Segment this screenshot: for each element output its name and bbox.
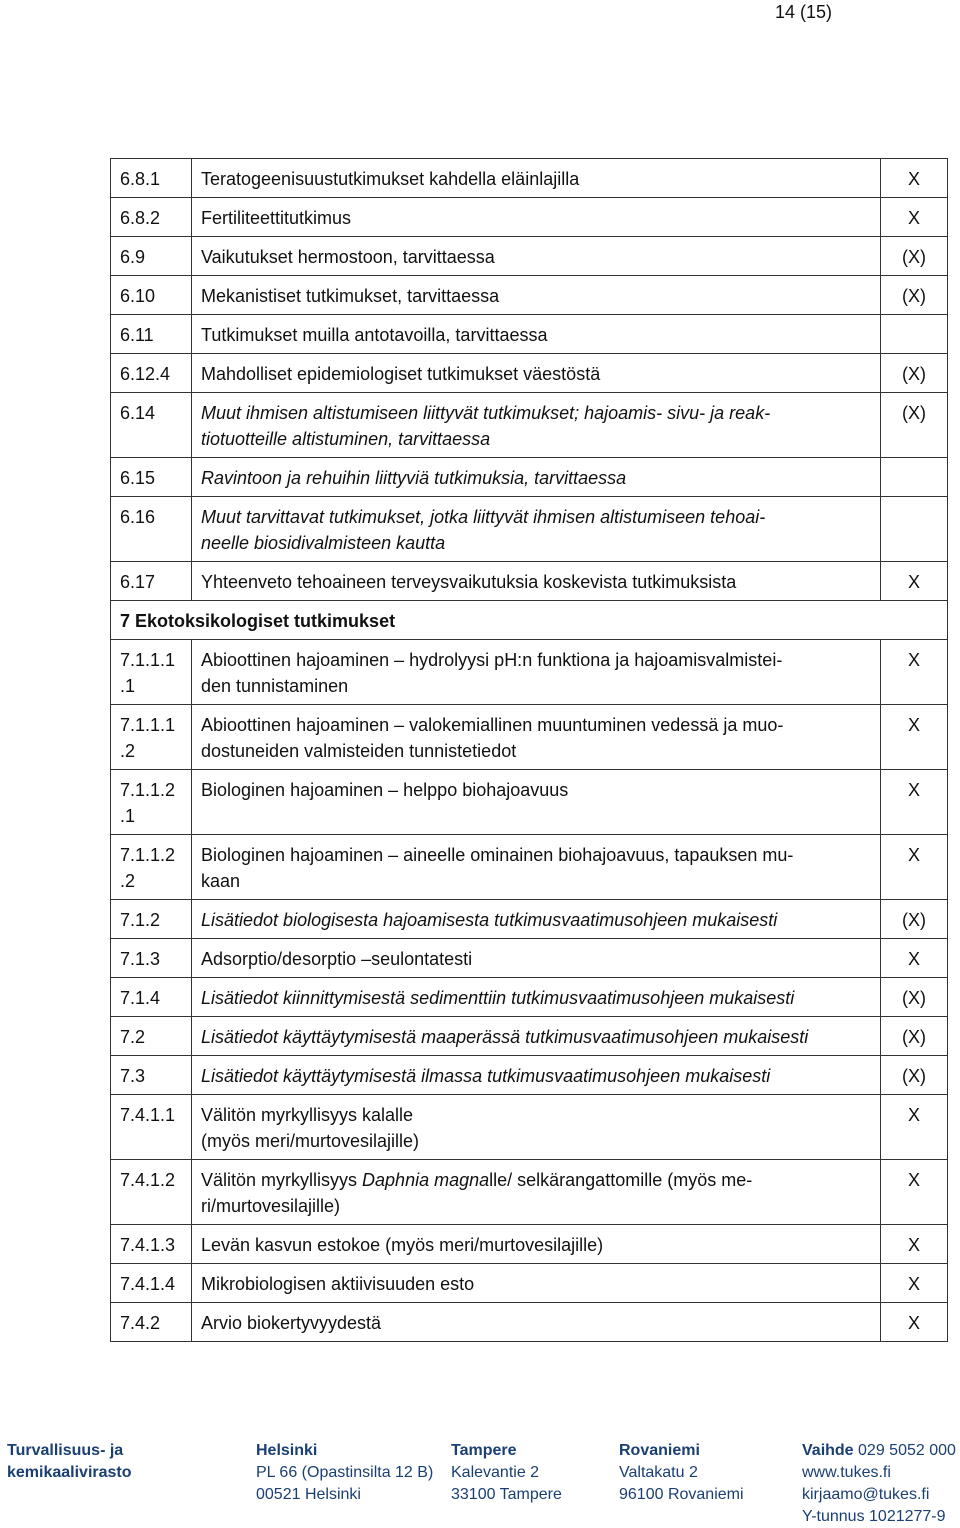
row-mark: (X) [881,1056,948,1095]
footer-contact: Vaihde 029 5052 000 www.tukes.fi kirjaamo@tukes.fi Y-tunnus 1021277-9 [802,1442,956,1525]
row-description: Lisätiedot kiinnittymisestä sedimenttiin tutkimusvaatimusohjeen mukaisesti [192,978,881,1017]
row-description: Välitön myrkyllisyys kalalle (myös meri/murtovesilajille) [192,1095,881,1160]
table-row [111,770,948,835]
row-description: Teratogeenisuustutkimukset kahdella eläinlajilla [192,159,881,198]
row-description: Abioottinen hajoaminen – hydrolyysi pH:n funktiona ja hajoamisvalmistei- den tunnistaminen [192,640,881,705]
row-description: Lisätiedot biologisesta hajoamisesta tutkimusvaatimusohjeen mukaisesti [192,900,881,939]
section-title: 7 Ekotoksikologiset tutkimukset [111,601,948,640]
table-row [111,835,948,900]
table-row [111,458,948,497]
row-mark: X [881,1264,948,1303]
table-row [111,198,948,237]
table-row [111,978,948,1017]
table-row [111,640,948,705]
row-code: 6.11 [111,315,192,354]
row-code: 7.4.1.1 [111,1095,192,1160]
row-mark: X [881,835,948,900]
row-code: 7.1.3 [111,939,192,978]
row-code: 7.4.1.3 [111,1225,192,1264]
row-mark [881,458,948,497]
row-description: Abioottinen hajoaminen – valokemiallinen muuntuminen vedessä ja muo- dostuneiden valmisteiden tunnistetiedot [192,705,881,770]
row-description: Vaikutukset hermostoon, tarvittaessa [192,237,881,276]
table-row [111,939,948,978]
row-mark: X [881,1303,948,1342]
table-row [111,562,948,601]
row-code: 6.8.1 [111,159,192,198]
table-row [111,354,948,393]
row-code: 6.12.4 [111,354,192,393]
row-description: Mekanistiset tutkimukset, tarvittaessa [192,276,881,315]
row-mark: X [881,705,948,770]
row-mark: X [881,939,948,978]
row-code: 7.1.1.1 .1 [111,640,192,705]
page-number: 14 (15) [774,2,832,22]
table-row [111,1303,948,1342]
row-description: Arvio biokertyvyydestä [192,1303,881,1342]
row-description: Lisätiedot käyttäytymisestä ilmassa tutkimusvaatimusohjeen mukaisesti [192,1056,881,1095]
table-row [111,1225,948,1264]
row-mark: (X) [881,900,948,939]
table-row [111,1056,948,1095]
row-description: Biologinen hajoaminen – aineelle ominainen biohajoavuus, tapauksen mu- kaan [192,835,881,900]
table-row [111,159,948,198]
row-code: 7.4.1.4 [111,1264,192,1303]
row-mark: (X) [881,354,948,393]
row-code: 6.15 [111,458,192,497]
row-code: 7.1.1.1 .2 [111,705,192,770]
row-code: 6.8.2 [111,198,192,237]
row-mark [881,315,948,354]
row-description: Levän kasvun estokoe (myös meri/murtovesilajille) [192,1225,881,1264]
row-mark: (X) [881,393,948,458]
row-description: Muut tarvittavat tutkimukset, jotka liittyvät ihmisen altistumiseen tehoai- neelle biosidivalmisteen kautta [192,497,881,562]
table-row [111,497,948,562]
row-code: 6.14 [111,393,192,458]
row-mark: X [881,1225,948,1264]
table-row [111,900,948,939]
table-row [111,1264,948,1303]
row-mark: X [881,1160,948,1225]
row-description: Välitön myrkyllisyys Daphnia magnalle/ selkärangattomille (myös me- ri/murtovesilajille) [192,1160,881,1225]
email-link[interactable]: kirjaamo@tukes.fi [802,1486,930,1503]
row-description: Mikrobiologisen aktiivisuuden esto [192,1264,881,1303]
row-description: Muut ihmisen altistumiseen liittyvät tutkimukset; hajoamis- sivu- ja reak- tiotuotteille altistuminen, tarvittaessa [192,393,881,458]
row-code: 7.4.2 [111,1303,192,1342]
row-mark [881,497,948,562]
row-code: 7.1.1.2 .1 [111,770,192,835]
row-code: 7.4.1.2 [111,1160,192,1225]
row-description: Ravintoon ja rehuihin liittyviä tutkimuksia, tarvittaessa [192,458,881,497]
row-description: Biologinen hajoaminen – helppo biohajoavuus [192,770,881,835]
row-code: 6.16 [111,497,192,562]
row-description: Adsorptio/desorptio –seulontatesti [192,939,881,978]
row-description: Lisätiedot käyttäytymisestä maaperässä tutkimusvaatimusohjeen mukaisesti [192,1017,881,1056]
table-row [111,1160,948,1225]
footer [0,1440,960,1525]
table-row [111,315,948,354]
row-code: 6.17 [111,562,192,601]
row-description: Fertiliteettitutkimus [192,198,881,237]
row-mark: X [881,770,948,835]
row-mark: X [881,1095,948,1160]
row-mark: (X) [881,978,948,1017]
row-mark: (X) [881,276,948,315]
row-mark: X [881,562,948,601]
row-mark: X [881,159,948,198]
table-row [111,393,948,458]
table-row [111,237,948,276]
table-row [111,276,948,315]
website-link[interactable]: www.tukes.fi [802,1464,891,1481]
row-code: 7.3 [111,1056,192,1095]
row-mark: (X) [881,1017,948,1056]
row-code: 6.9 [111,237,192,276]
row-code: 7.1.2 [111,900,192,939]
row-mark: X [881,640,948,705]
row-mark: (X) [881,237,948,276]
row-mark: X [881,198,948,237]
row-description: Mahdolliset epidemiologiset tutkimukset väestöstä [192,354,881,393]
table-row [111,705,948,770]
footer-tampere: Tampere Kalevantie 2 33100 Tampere [451,1442,562,1503]
row-description: Tutkimukset muilla antotavoilla, tarvittaessa [192,315,881,354]
footer-rovaniemi: Rovaniemi Valtakatu 2 96100 Rovaniemi [619,1442,744,1503]
row-code: 7.1.1.2 .2 [111,835,192,900]
row-description: Yhteenveto tehoaineen terveysvaikutuksia koskevista tutkimuksista [192,562,881,601]
footer-org: Turvallisuus- ja kemikaalivirasto [7,1442,132,1481]
requirements-table [110,158,948,1342]
table-row [111,1017,948,1056]
footer-helsinki: Helsinki PL 66 (Opastinsilta 12 B) 00521 Helsinki [256,1442,434,1503]
table-row [111,1095,948,1160]
row-code: 6.10 [111,276,192,315]
row-code: 7.2 [111,1017,192,1056]
section-header-row [111,601,948,640]
row-code: 7.1.4 [111,978,192,1017]
